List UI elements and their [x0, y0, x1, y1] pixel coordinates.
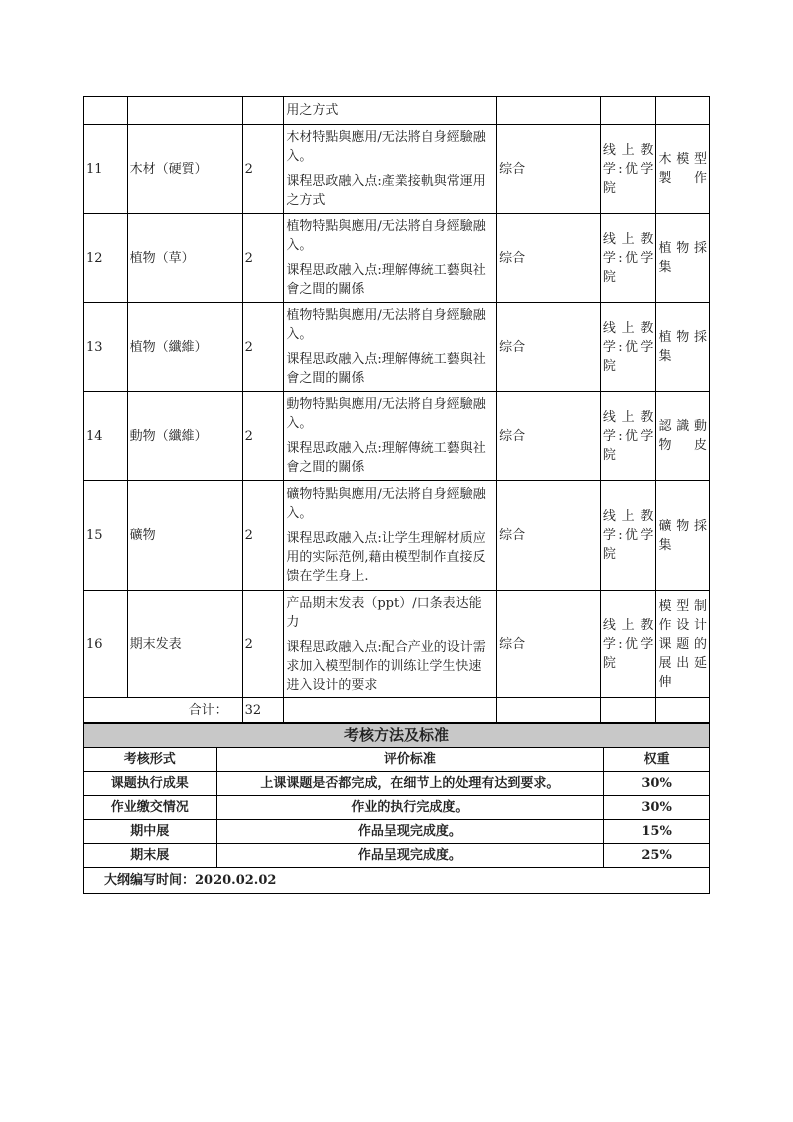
row-note: 模型制作设计课题的展出延伸 [656, 591, 710, 698]
table-row [84, 772, 710, 796]
row-hours: 2 [242, 392, 284, 481]
row-hours: 2 [242, 481, 284, 591]
assessment-form: 课题执行成果 [84, 772, 217, 796]
content-line: 植物特點與應用/无法將自身經驗融入。 [286, 308, 486, 342]
table-row [84, 214, 710, 303]
row-content [284, 97, 497, 125]
assessment-weight: 25% [604, 844, 710, 868]
content-line: 课程思政融入点:產業接軌與常運用之方式 [286, 174, 486, 208]
table-row [84, 481, 710, 591]
row-content [284, 303, 497, 392]
row-teaching: 线上教学:优学院 [600, 303, 656, 392]
content-line: 课程思政融入点:理解傳統工藝與社會之間的關係 [286, 263, 486, 297]
row-note: 木模型製作 [656, 125, 710, 214]
row-hours [242, 97, 284, 125]
row-method [497, 97, 601, 125]
table-row [84, 392, 710, 481]
row-teaching: 线上教学:优学院 [600, 591, 656, 698]
header-weight: 权重 [604, 748, 710, 772]
row-note: 認識動物皮 [656, 392, 710, 481]
header-form: 考核形式 [84, 748, 217, 772]
table-row [84, 303, 710, 392]
content-line: 课程思政融入点:让学生理解材质应用的实际范例,藉由模型制作直接反馈在学生身上. [286, 531, 486, 584]
table-row [84, 844, 710, 868]
assessment-header-row [84, 748, 710, 772]
content-line: 植物特點與應用/无法將自身經驗融入。 [286, 219, 486, 253]
row-number: 15 [84, 481, 128, 591]
table-row [84, 796, 710, 820]
content-line: 木材特點與應用/无法將自身經驗融入。 [286, 130, 486, 164]
table-row [84, 97, 710, 125]
row-teaching: 线上教学:优学院 [600, 214, 656, 303]
row-number: 14 [84, 392, 128, 481]
row-topic-name: 植物（草） [127, 214, 242, 303]
assessment-form: 期末展 [84, 844, 217, 868]
row-number: 11 [84, 125, 128, 214]
row-hours: 2 [242, 303, 284, 392]
total-empty [656, 698, 710, 723]
row-topic-name: 期末发表 [127, 591, 242, 698]
row-method: 综合 [497, 303, 601, 392]
assessment-title: 考核方法及标准 [84, 724, 710, 748]
footer-row [84, 868, 710, 894]
row-hours: 2 [242, 591, 284, 698]
content-line: 课程思政融入点:理解傳統工藝與社會之間的關係 [286, 352, 486, 386]
table-row [84, 820, 710, 844]
row-method: 综合 [497, 214, 601, 303]
row-number: 16 [84, 591, 128, 698]
total-empty [284, 698, 497, 723]
content-line: 礦物特點與應用/无法將自身經驗融入。 [286, 487, 486, 521]
row-content [284, 214, 497, 303]
row-method: 综合 [497, 392, 601, 481]
row-content [284, 481, 497, 591]
row-note: 礦物採集 [656, 481, 710, 591]
total-empty [600, 698, 656, 723]
row-teaching: 线上教学:优学院 [600, 392, 656, 481]
table-row [84, 125, 710, 214]
assessment-criteria: 作业的执行完成度。 [216, 796, 604, 820]
row-hours: 2 [242, 214, 284, 303]
table-row [84, 591, 710, 698]
content-line: 動物特點與應用/无法將自身經驗融入。 [286, 397, 486, 431]
assessment-weight: 15% [604, 820, 710, 844]
row-number: 13 [84, 303, 128, 392]
row-note: 植物採集 [656, 303, 710, 392]
row-content [284, 392, 497, 481]
row-note [656, 97, 710, 125]
content-line: 用之方式 [286, 103, 339, 118]
total-empty [497, 698, 601, 723]
row-number: 12 [84, 214, 128, 303]
total-hours: 32 [242, 698, 284, 723]
row-topic-name: 植物（纖維） [127, 303, 242, 392]
total-row [84, 698, 710, 723]
row-teaching [600, 97, 656, 125]
row-method: 综合 [497, 125, 601, 214]
row-topic-name: 木材（硬質） [127, 125, 242, 214]
row-topic-name [127, 97, 242, 125]
assessment-title-row [84, 724, 710, 748]
assessment-form: 期中展 [84, 820, 217, 844]
total-label: 合计： [84, 698, 243, 723]
assessment-table [83, 723, 710, 894]
content-line: 课程思政融入点:配合产业的设计需求加入模型制作的训练让学生快速进入设计的要求 [286, 639, 486, 693]
row-hours: 2 [242, 125, 284, 214]
assessment-criteria: 作品呈现完成度。 [216, 820, 604, 844]
row-content [284, 125, 497, 214]
assessment-criteria: 作品呈现完成度。 [216, 844, 604, 868]
assessment-form: 作业缴交情况 [84, 796, 217, 820]
row-method: 综合 [497, 591, 601, 698]
row-number [84, 97, 128, 125]
row-topic-name: 礦物 [127, 481, 242, 591]
schedule-table [83, 96, 710, 723]
row-topic-name: 動物（纖維） [127, 392, 242, 481]
row-content [284, 591, 497, 698]
assessment-criteria: 上课课题是否都完成，在细节上的处理有达到要求。 [216, 772, 604, 796]
row-method: 综合 [497, 481, 601, 591]
row-note: 植物採集 [656, 214, 710, 303]
assessment-weight: 30% [604, 772, 710, 796]
content-line: 产品期末发表（ppt）/口条表达能力 [286, 595, 482, 630]
outline-date: 大纲编写时间：2020.02.02 [84, 868, 710, 894]
row-teaching: 线上教学:优学院 [600, 125, 656, 214]
row-teaching: 线上教学:优学院 [600, 481, 656, 591]
content-line: 课程思政融入点:理解傳統工藝與社會之間的關係 [286, 441, 486, 475]
assessment-weight: 30% [604, 796, 710, 820]
header-criteria: 评价标准 [216, 748, 604, 772]
